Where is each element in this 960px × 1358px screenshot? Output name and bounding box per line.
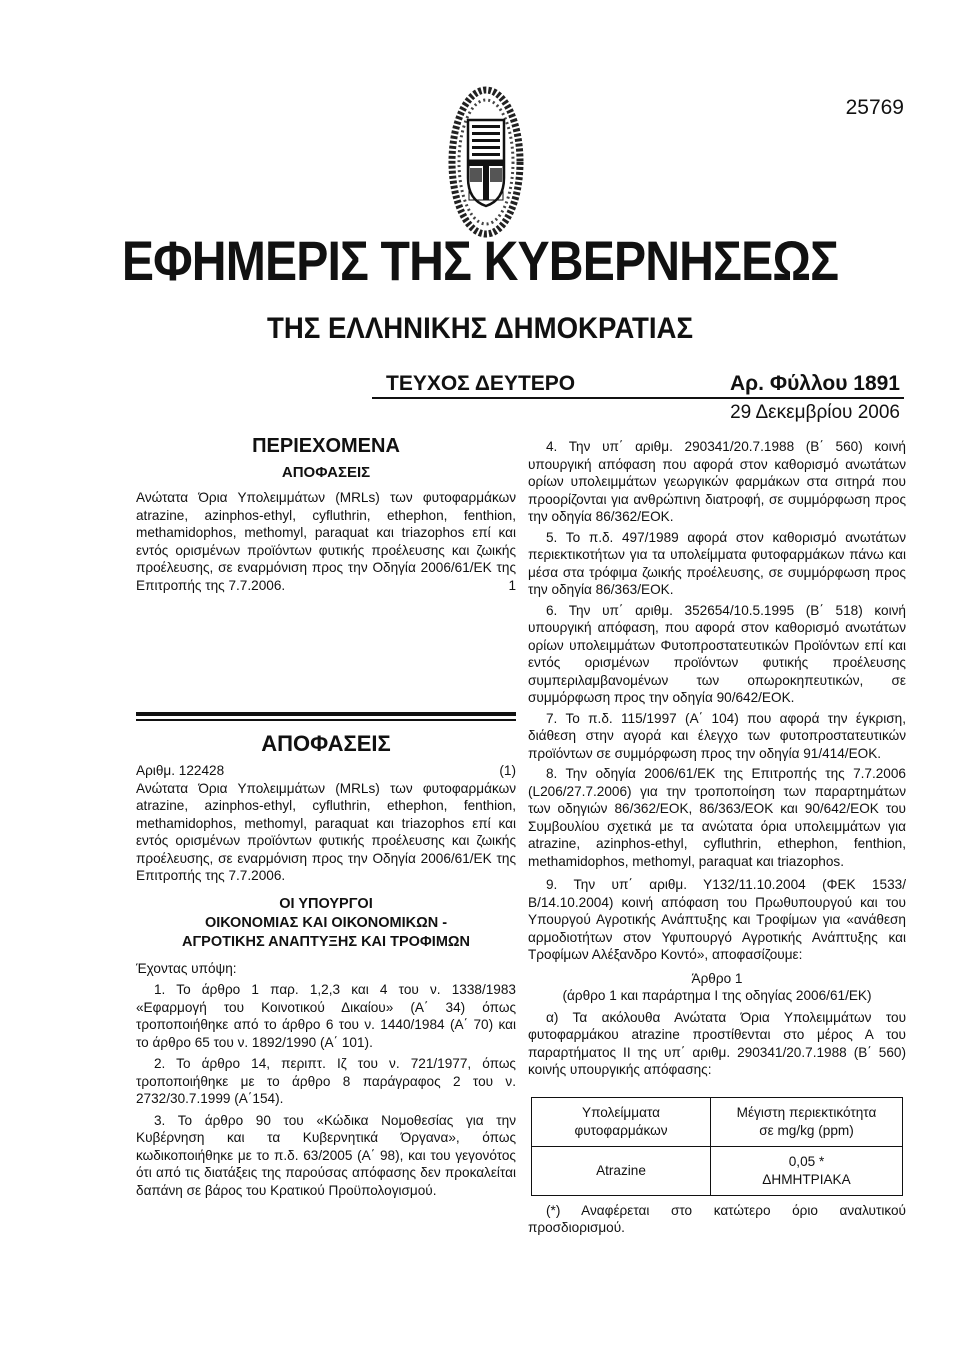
issue-label: ΤΕΥΧΟΣ ΔΕΥΤΕΡΟ — [386, 372, 576, 395]
toc-entry-text: Ανώτατα Όρια Υπολειμμάτων (MRLs) των φυτοφαρμάκων atrazine, azinphos-ethyl, cyfluthrin, ethephon, fenthion, methamidophos, methomyl, paraquat και triazophos επί και εντός ορισμένων προϊόντων φυτικής προέλευσης και ζωικής προέλευσης, σε εναρμόνιση προς την Οδηγία 2006/61/ΕΚ της Επιτροπής της 7.7.2006. — [136, 490, 516, 593]
table-cell-limit: 0,05 * ΔΗΜΗΤΡΙΑΚΑ — [711, 1146, 903, 1195]
consideration-item-4: 4. Την υπ΄ αριθμ. 290341/20.7.1988 (Β΄ 560) κοινή υπουργική απόφαση που αφορά στον καθορισμό ανωτάτων ορίων υπολειμμάτων γεωργικών φαρμάκων στα σιτηρά που προορίζονται για ανθρώπινη διατροφή, σε συμμόρφωση προς την οδηγία 86/362/ΕΟΚ. — [528, 439, 906, 524]
issue-date: 29 Δεκεμβρίου 2006 — [730, 402, 900, 423]
article-subtitle: (άρθρο 1 και παράρτημα Ι της οδηγίας 2006/61/ΕΚ) — [562, 988, 872, 1003]
consideration-item-9: 9. Την υπ΄ αριθμ. Υ132/11.10.2004 (ΦΕΚ 1533/Β/14.10.2004) κοινή απόφαση του Πρωθυπουργού και του Υπουργού Αγροτικής Ανάπτυξης και Τροφίμων για «ανάθεση αρμοδιοτήτων στον Υφυπουργό Αγροτικής Ανάπτυξης και Τροφίμων Αλέξανδρο Κοντό», αποφασίζουμε: — [528, 877, 906, 962]
toc-entry-page: 1 — [508, 577, 516, 593]
ministers-line-1: ΟΙ ΥΠΟΥΡΓΟΙ — [279, 895, 373, 912]
toc-entry[interactable] — [136, 489, 516, 594]
table-header-limit: Μέγιστη περιεκτικότητα σε mg/kg (ppm) — [711, 1097, 903, 1146]
consideration-item-2: 2. Το άρθρο 14, περιπτ. Ιζ του ν. 721/1977, όπως τροποποιήθηκε με το άρθρο 8 παράγραφος 2 του ν. 2732/30.7.1999 (Α΄154). — [136, 1056, 516, 1106]
section-rule-thin — [136, 719, 516, 721]
considering-label: Έχοντας υπόψη: — [136, 960, 237, 976]
consideration-item-5: 5. Το π.δ. 497/1989 αφορά στον καθορισμό ανωτάτων περιεκτικοτήτων για τα υπολείμματα φυτοφαρμάκων πάνω και μέσα στα τρόφιμα ζωικής προέλευσης, σε συμμόρφωση προς την οδηγία 86/363/ΕΟΚ. — [528, 529, 906, 597]
table-cell-substance: Atrazine — [532, 1146, 711, 1195]
ministers-line-2: ΟΙΚΟΝΟΜΙΑΣ ΚΑΙ ΟΙΚΟΝΟΜΙΚΩΝ - — [204, 914, 448, 931]
decisions-heading: ΑΠΟΦΑΣΕΙΣ — [261, 730, 391, 756]
page-number: 25769 — [845, 96, 904, 119]
table-footnote: (*) Αναφέρεται στο κατώτερο όριο αναλυτικού προσδιορισμού. — [528, 1202, 906, 1235]
consideration-item-3: 3. Το άρθρο 90 του «Κώδικα Νομοθεσίας για την Κυβέρνηση και τα Κυβερνητικά Όργανα», όπως κωδικοποιήθηκε με το π.δ. 63/2005 (Α΄ 98), και του γεγονότος ότι από τις διατάξεις της παρούσας απόφασης δεν προκαλείται δαπάνη σε βάρος του Κρατικού Προϋπολογισμού. — [136, 1112, 516, 1198]
ministers-line-3: ΑΓΡΟΤΙΚΗΣ ΑΝΑΠΤΥΞΗΣ ΚΑΙ ΤΡΟΦΙΜΩΝ — [181, 933, 471, 950]
decision-seq: (1) — [499, 763, 516, 778]
greek-coat-of-arms-icon — [448, 82, 524, 242]
table-header-row — [532, 1097, 903, 1146]
gazette-subtitle: ΤΗΣ ΕΛΛΗΝΙΚΗΣ ΔΗΜΟΚΡΑΤΙΑΣ — [266, 312, 694, 345]
toc-section: ΑΠΟΦΑΣΕΙΣ — [281, 463, 371, 481]
decision-number: Αριθμ. 122428 — [136, 763, 225, 778]
sheet-number: Αρ. Φύλλου 1891 — [730, 372, 900, 395]
consideration-item-7: 7. Το π.δ. 115/1997 (Α΄ 104) που αφορά την έγκριση, διάθεση στην αγορά και έλεγχο των φυτοπροστατευτικών προϊόντων σε συμμόρφωση προς την οδηγία 91/414/ΕΟΚ. — [528, 710, 906, 761]
toc-heading: ΠΕΡΙΕΧΟΜΕΝΑ — [252, 435, 400, 457]
decision-title: Ανώτατα Όρια Υπολειμμάτων (MRLs) των φυτοφαρμάκων atrazine, azinphos-ethyl, cyfluthrin, ethephon, fenthion, methamidophos, methomyl, paraquat και triazophos επί και εντός ορισμένων προϊόντων φυτικής προέλευσης και ζωικής προέλευσης, σε εναρμόνιση προς την Οδηγία 2006/61/ΕΚ της Επιτροπής της 7.7.2006. — [136, 780, 516, 883]
left-column — [136, 435, 516, 1199]
masthead-rule — [372, 397, 904, 399]
consideration-item-8: 8. Την οδηγία 2006/61/ΕΚ της Επιτροπής της 7.7.2006 (L206/27.7.2006) για την τροποποίηση των παραρτημάτων των οδηγιών 86/362/ΕΟΚ, 86/363/ΕΟΚ και 90/642/ΕΟΚ του Συμβουλίου σχετικά με τα ανώτατα όρια υπολειμμάτων για atrazine, azinphos-ethyl, cyfluthrin, ethephon, fenthion, methamidophos, methomyl, paraquat και triazophos. — [528, 766, 906, 869]
table-header-residue: Υπολείμματα φυτοφαρμάκων — [532, 1097, 711, 1146]
gazette-title: ΕΦΗΜΕΡΙΣ ΤΗΣ ΚΥΒΕΡΝΗΣΕΩΣ — [121, 229, 839, 292]
residue-table — [531, 1097, 903, 1196]
consideration-item-1: 1. Το άρθρο 1 παρ. 1,2,3 και 4 του ν. 1338/1983 «Εφαρμογή του Κοινοτικού Δικαίου» (Α΄ 34) όπως τροποποιήθηκε από το άρθρο 6 του ν. 1440/1984 (Α΄ 70) και το άρθρο 65 του ν. 1892/1990 (Α΄ 101). — [136, 982, 516, 1050]
consideration-item-6: 6. Την υπ΄ αριθμ. 352654/10.5.1995 (Β΄ 518) κοινή υπουργική απόφαση, που αφορά στον καθορισμό ανωτάτων ορίων υπολειμμάτων Φυτοπροστατευτικών Προϊόντων επί και εντός ορισμένων προϊόντων φυτικής προέλευσης συμπεριλαμβανομένων των οπωροκηπευτικών, σε συμμόρφωση προς την οδηγία 90/642/ΕΟΚ. — [528, 602, 906, 705]
right-column — [528, 438, 906, 1237]
table-row — [532, 1146, 903, 1195]
article-title: Άρθρο 1 — [691, 970, 743, 986]
decision-number-row — [136, 762, 516, 780]
article-text: α) Τα ακόλουθα Ανώτατα Όρια Υπολειμμάτων του φυτοφαρμάκου atrazine προστίθενται στο μέρος Α του παραρτήματος ΙΙ της υπ΄ αριθμ. 290341/20.7.1988 (Β΄ 560) κοινής υπουργικής απόφασης: — [528, 1009, 906, 1077]
